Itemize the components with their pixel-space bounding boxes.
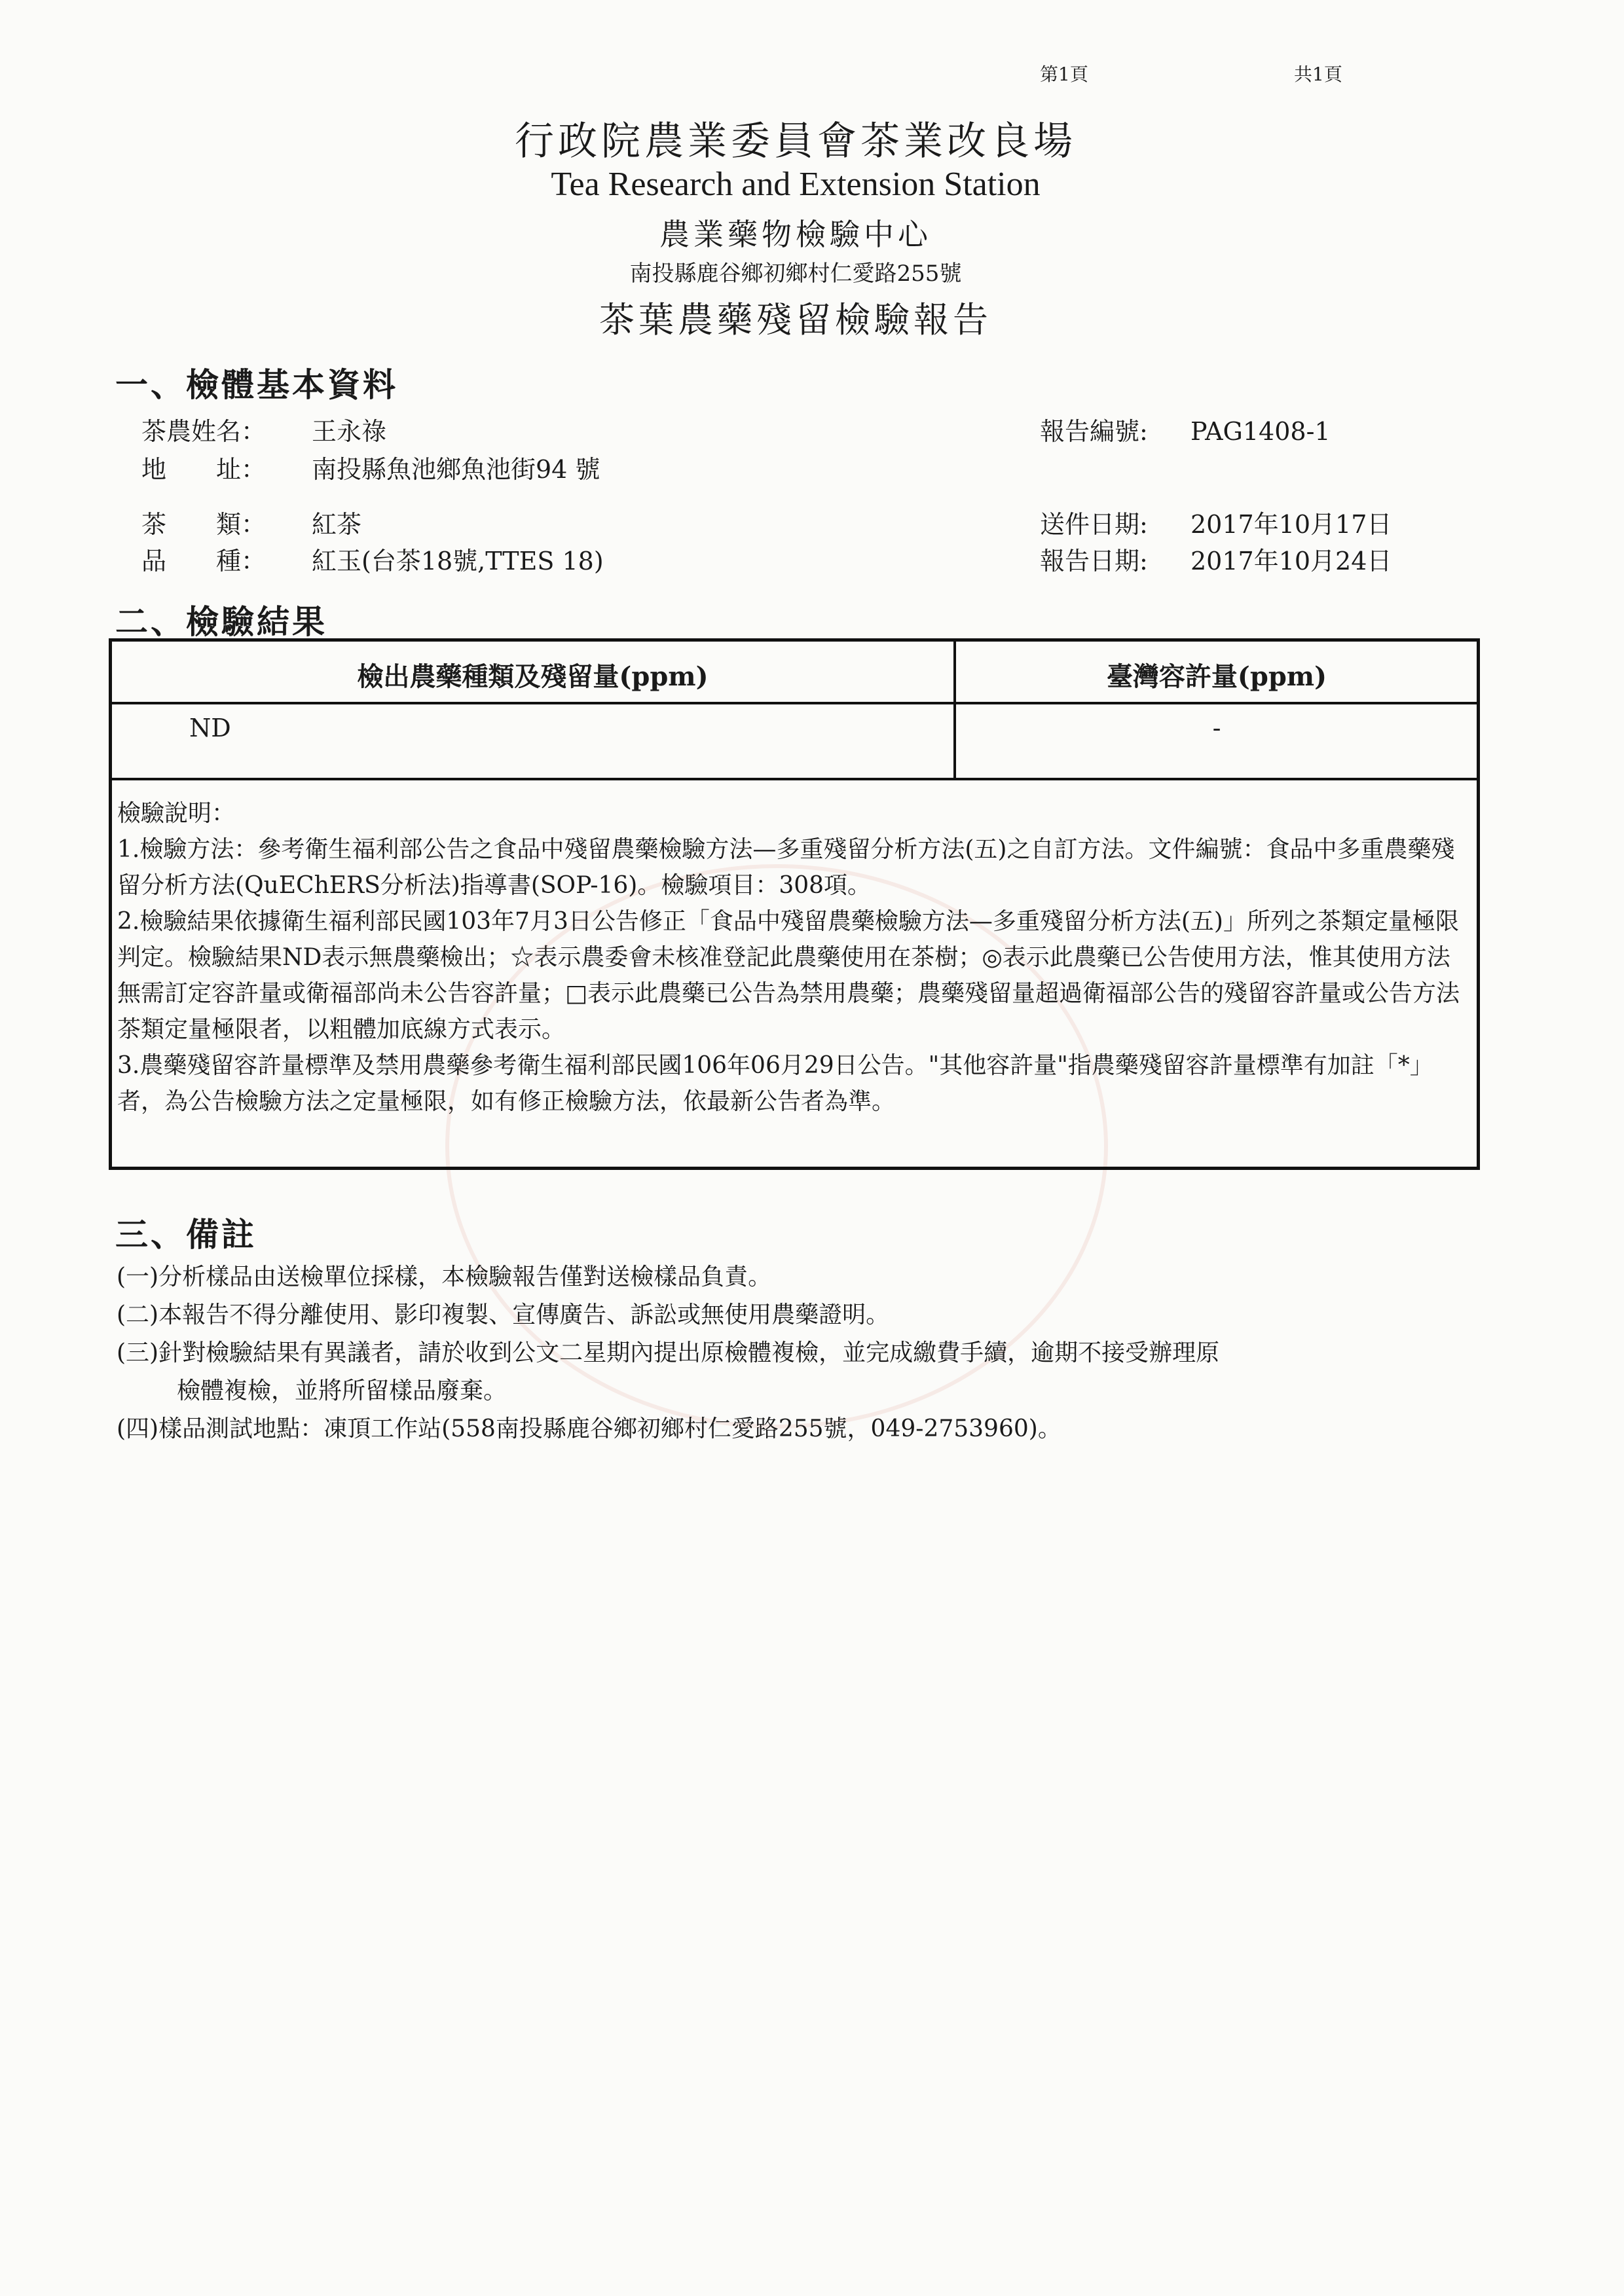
pesticide-residue-header: 檢出農藥種類及殘留量(ppm) bbox=[357, 661, 709, 692]
report-number-value: PAG1408-1 bbox=[1190, 417, 1331, 446]
test-notes bbox=[117, 795, 1473, 1120]
tolerance-header: 臺灣容許量(ppm) bbox=[1106, 661, 1327, 692]
farmer-name-label: 茶農姓名： bbox=[141, 417, 267, 446]
submit-date-value: 2017年10月17日 bbox=[1190, 510, 1392, 539]
institution-name-zh: 行政院農業委員會茶業改良場 bbox=[515, 118, 1077, 164]
address-value: 南投縣魚池鄉魚池街94 號 bbox=[312, 455, 600, 484]
center-name: 農業藥物檢驗中心 bbox=[659, 217, 932, 252]
tea-type-label: 茶 類： bbox=[141, 510, 267, 539]
remark-item: (四)樣品測試地點：凍頂工作站(558南投縣鹿谷鄉初鄉村仁愛路255號，049-2753960)。 bbox=[117, 1415, 1061, 1442]
variety-value: 紅玉(台茶18號,TTES 18) bbox=[312, 547, 604, 575]
note-item: 1.檢驗方法：參考衛生福利部公告之食品中殘留農藥檢驗方法—多重殘留分析方法(五)之自訂方法。文件編號：食品中多重農藥殘留分析方法(QuEChERS分析法)指導書(SOP-16)。檢驗項目：308項。 bbox=[117, 836, 1455, 899]
report-date-label: 報告日期: bbox=[1040, 547, 1148, 575]
institution-name-en: Tea Research and Extension Station bbox=[551, 166, 1041, 203]
results-table bbox=[109, 638, 1480, 1170]
tea-type-value: 紅茶 bbox=[312, 510, 362, 539]
address-label: 地 址： bbox=[141, 455, 267, 484]
report-number-label: 報告編號: bbox=[1040, 417, 1148, 446]
remarks-list bbox=[117, 1258, 1479, 1448]
variety-row bbox=[141, 541, 604, 577]
page-total: 共1頁 bbox=[1294, 64, 1342, 85]
tea-type-row bbox=[141, 504, 361, 540]
section1-title: 一、檢體基本資料 bbox=[115, 365, 398, 404]
section2-title: 二、檢驗結果 bbox=[115, 602, 327, 641]
address-row bbox=[141, 449, 600, 485]
remark-item: (三)針對檢驗結果有異議者，請於收到公文二星期內提出原檢體複檢，並完成繳費手續，逾期不接受辦理原 bbox=[117, 1339, 1220, 1366]
notes-title: 檢驗說明： bbox=[117, 800, 236, 827]
pesticide-residue-value: ND bbox=[189, 714, 231, 742]
note-item: 3.農藥殘留容許量標準及禁用農藥參考衛生福利部民國106年06月29日公告。"其他容許量"指農藥殘留容許量標準有加註「*」者，為公告檢驗方法之定量極限，如有修正檢驗方法，依最新公告者為準。 bbox=[117, 1052, 1433, 1115]
page-number: 第1頁 bbox=[1040, 64, 1088, 85]
submit-date-row bbox=[1040, 504, 1392, 540]
table-divider bbox=[112, 702, 1477, 704]
table-divider bbox=[112, 778, 1477, 780]
report-date-value: 2017年10月24日 bbox=[1190, 547, 1392, 575]
farmer-name-row bbox=[141, 411, 386, 447]
farmer-name-value: 王永祿 bbox=[312, 417, 387, 446]
note-item: 2.檢驗結果依據衛生福利部民國103年7月3日公告修正「食品中殘留農藥檢驗方法—多重殘留分析方法(五)」所列之茶類定量極限判定。檢驗結果ND表示無農藥檢出；☆表示農委會未核准登記此農藥使用在茶樹；◎表示此農藥已公告使用方法，惟其使用方法無需訂定容許量或衛福部尚未公告容許量；□表示此農藥已公告為禁用農藥；農藥殘留量超過衛福部公告的殘留容許量或公告方法茶類定量極限者，以粗體加底線方式表示。 bbox=[117, 908, 1460, 1043]
section3-title: 三、備註 bbox=[115, 1215, 257, 1254]
remark-item: (一)分析樣品由送檢單位採樣，本檢驗報告僅對送檢樣品負責。 bbox=[117, 1264, 772, 1290]
tolerance-value: - bbox=[1212, 714, 1221, 742]
remark-item: (二)本報告不得分離使用、影印複製、宣傳廣告、訴訟或無使用農藥證明。 bbox=[117, 1302, 890, 1328]
report-number-row bbox=[1040, 411, 1331, 447]
center-address: 南投縣鹿谷鄉初鄉村仁愛路255號 bbox=[629, 261, 962, 287]
submit-date-label: 送件日期: bbox=[1040, 510, 1148, 539]
report-title: 茶葉農藥殘留檢驗報告 bbox=[599, 299, 992, 340]
remark-item-continued: 檢體複檢，並將所留樣品廢棄。 bbox=[177, 1377, 507, 1404]
variety-label: 品 種： bbox=[141, 547, 267, 575]
report-date-row bbox=[1040, 541, 1392, 577]
